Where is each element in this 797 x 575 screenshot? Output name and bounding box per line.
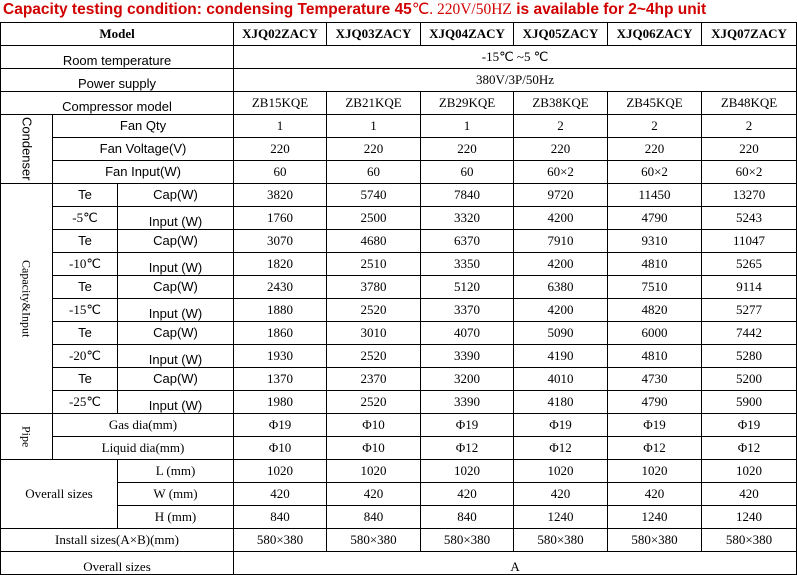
compressor-value: ZB29KQE — [421, 92, 514, 115]
cap-value: 4070 — [421, 322, 514, 345]
input-value: 3390 — [421, 391, 514, 414]
overall-value: 420 — [421, 483, 514, 506]
cap-value: 2430 — [234, 276, 327, 299]
input-value: 3350 — [421, 253, 514, 276]
input-value: 4790 — [608, 207, 702, 230]
model-col: XJQ07ZACY — [702, 23, 797, 46]
pipe-value: Φ19 — [234, 414, 327, 437]
condenser-value: 60 — [327, 161, 421, 184]
input-value: 4200 — [514, 207, 608, 230]
cap-value: 6370 — [421, 230, 514, 253]
overall-row — [1, 483, 797, 506]
input-value: 5243 — [702, 207, 797, 230]
overall-value: 420 — [234, 483, 327, 506]
header-row — [1, 23, 797, 46]
condenser-row-label: Fan Voltage(V) — [53, 138, 234, 161]
title-voltage: 220V/50HZ — [433, 1, 512, 18]
install-row — [1, 529, 797, 552]
install-value: 580×380 — [608, 529, 702, 552]
pipe-row-label: Gas dia(mm) — [53, 414, 234, 437]
condenser-row — [1, 138, 797, 161]
capacity-cap-row — [1, 368, 797, 391]
title-celsius: ℃. — [411, 1, 434, 18]
cap-value: 5200 — [702, 368, 797, 391]
te-temp: -5℃ — [53, 207, 118, 230]
overall-value: 1240 — [514, 506, 608, 529]
pipe-group-text: Pipe — [19, 425, 34, 448]
install-value: 580×380 — [702, 529, 797, 552]
title-availability: is available for 2~4hp unit — [511, 1, 707, 18]
overall-row — [1, 506, 797, 529]
input-label: Input (W) — [118, 299, 234, 322]
room-temperature-label: Room temperature — [1, 46, 234, 69]
compressor-value: ZB45KQE — [608, 92, 702, 115]
overall-value: 840 — [421, 506, 514, 529]
condenser-value: 1 — [234, 115, 327, 138]
title-condition: Capacity testing condition: condensing Temperature 45 — [3, 1, 412, 18]
pipe-value: Φ12 — [514, 437, 608, 460]
model-col: XJQ06ZACY — [608, 23, 702, 46]
input-value: 1930 — [234, 345, 327, 368]
install-value: 580×380 — [514, 529, 608, 552]
cap-value: 3780 — [327, 276, 421, 299]
cap-value: 13270 — [702, 184, 797, 207]
cap-value: 9310 — [608, 230, 702, 253]
input-value: 5900 — [702, 391, 797, 414]
te-temp: -25℃ — [53, 391, 118, 414]
pipe-row — [1, 437, 797, 460]
condenser-value: 60×2 — [702, 161, 797, 184]
compressor-label: Compressor model — [1, 92, 234, 115]
input-value: 3390 — [421, 345, 514, 368]
pipe-group-label — [1, 414, 53, 460]
condenser-value: 2 — [514, 115, 608, 138]
condenser-value: 220 — [327, 138, 421, 161]
model-col: XJQ04ZACY — [421, 23, 514, 46]
compressor-value: ZB48KQE — [702, 92, 797, 115]
condenser-value: 2 — [702, 115, 797, 138]
pipe-value: Φ12 — [421, 437, 514, 460]
input-value: 2520 — [327, 345, 421, 368]
pipe-value: Φ19 — [702, 414, 797, 437]
cap-value: 5090 — [514, 322, 608, 345]
capacity-input-row — [1, 207, 797, 230]
input-value: 4810 — [608, 253, 702, 276]
cap-value: 1860 — [234, 322, 327, 345]
te-label: Te — [53, 322, 118, 345]
overall-value: 420 — [327, 483, 421, 506]
overall-value: 1240 — [702, 506, 797, 529]
input-value: 1980 — [234, 391, 327, 414]
room-temperature-value: -15℃ ~5 ℃ — [234, 46, 797, 69]
cap-value: 4730 — [608, 368, 702, 391]
input-value: 2520 — [327, 299, 421, 322]
capacity-group-text: Capacity&Input — [19, 259, 34, 338]
cap-value: 2370 — [327, 368, 421, 391]
cap-value: 3070 — [234, 230, 327, 253]
cap-value: 9720 — [514, 184, 608, 207]
overall-value: 420 — [514, 483, 608, 506]
model-col: XJQ05ZACY — [514, 23, 608, 46]
input-value: 4820 — [608, 299, 702, 322]
overall-footer-row — [1, 552, 797, 575]
capacity-cap-row — [1, 230, 797, 253]
cap-value: 5120 — [421, 276, 514, 299]
install-value: 580×380 — [234, 529, 327, 552]
cap-value: 5740 — [327, 184, 421, 207]
capacity-input-row — [1, 253, 797, 276]
power-supply-value: 380V/3P/50Hz — [234, 69, 797, 92]
overall-value: 840 — [234, 506, 327, 529]
overall-value: 420 — [702, 483, 797, 506]
overall-row-label: W (mm) — [118, 483, 234, 506]
input-value: 1760 — [234, 207, 327, 230]
condenser-value: 60×2 — [608, 161, 702, 184]
cap-label: Cap(W) — [118, 322, 234, 345]
pipe-value: Φ12 — [702, 437, 797, 460]
capacity-cap-row — [1, 276, 797, 299]
install-label: Install sizes(A×B)(mm) — [1, 529, 234, 552]
install-value: 580×380 — [421, 529, 514, 552]
compressor-value: ZB38KQE — [514, 92, 608, 115]
input-value: 4790 — [608, 391, 702, 414]
cap-value: 7910 — [514, 230, 608, 253]
condenser-value: 60 — [421, 161, 514, 184]
cap-value: 6380 — [514, 276, 608, 299]
compressor-row — [1, 92, 797, 115]
condenser-value: 1 — [327, 115, 421, 138]
overall-value: 1020 — [702, 460, 797, 483]
cap-label: Cap(W) — [118, 184, 234, 207]
input-value: 4200 — [514, 299, 608, 322]
capacity-input-row — [1, 299, 797, 322]
cap-value: 1370 — [234, 368, 327, 391]
cap-label: Cap(W) — [118, 368, 234, 391]
overall-group-label: Overall sizes — [1, 460, 118, 529]
input-value: 1880 — [234, 299, 327, 322]
input-value: 2500 — [327, 207, 421, 230]
te-temp: -15℃ — [53, 299, 118, 322]
pipe-value: Φ10 — [234, 437, 327, 460]
overall-row-label: L (mm) — [118, 460, 234, 483]
cap-value: 11450 — [608, 184, 702, 207]
input-value: 2520 — [327, 391, 421, 414]
condenser-value: 220 — [514, 138, 608, 161]
input-value: 3320 — [421, 207, 514, 230]
condenser-value: 60 — [234, 161, 327, 184]
input-value: 3370 — [421, 299, 514, 322]
pipe-row — [1, 414, 797, 437]
condenser-group-text: Condenser — [19, 117, 35, 181]
overall-row-label: H (mm) — [118, 506, 234, 529]
overall-value: 1020 — [421, 460, 514, 483]
overall-value: 1020 — [514, 460, 608, 483]
te-label: Te — [53, 184, 118, 207]
condenser-group-label — [1, 115, 53, 184]
condenser-row-label: Fan Input(W) — [53, 161, 234, 184]
capacity-cap-row — [1, 184, 797, 207]
capacity-group-label — [1, 184, 53, 414]
overall-value: 1020 — [327, 460, 421, 483]
cap-value: 9114 — [702, 276, 797, 299]
condenser-value: 220 — [608, 138, 702, 161]
te-label: Te — [53, 368, 118, 391]
overall-footer-label: Overall sizes — [1, 552, 234, 575]
input-value: 5265 — [702, 253, 797, 276]
input-value: 5277 — [702, 299, 797, 322]
overall-footer-value: A — [234, 552, 797, 575]
cap-value: 3200 — [421, 368, 514, 391]
overall-row — [1, 460, 797, 483]
model-col: XJQ02ZACY — [234, 23, 327, 46]
overall-value: 420 — [608, 483, 702, 506]
model-header: Model — [1, 23, 234, 46]
install-value: 580×380 — [327, 529, 421, 552]
cap-value: 4680 — [327, 230, 421, 253]
cap-value: 3010 — [327, 322, 421, 345]
input-label: Input (W) — [118, 345, 234, 368]
compressor-value: ZB21KQE — [327, 92, 421, 115]
pipe-row-label: Liquid dia(mm) — [53, 437, 234, 460]
input-label: Input (W) — [118, 253, 234, 276]
pipe-value: Φ12 — [608, 437, 702, 460]
overall-value: 840 — [327, 506, 421, 529]
input-value: 4190 — [514, 345, 608, 368]
cap-label: Cap(W) — [118, 276, 234, 299]
capacity-input-row — [1, 345, 797, 368]
input-label: Input (W) — [118, 207, 234, 230]
condenser-value: 2 — [608, 115, 702, 138]
condenser-value: 220 — [702, 138, 797, 161]
room-temperature-row — [1, 46, 797, 69]
cap-value: 4010 — [514, 368, 608, 391]
overall-value: 1020 — [608, 460, 702, 483]
cap-value: 3820 — [234, 184, 327, 207]
te-temp: -20℃ — [53, 345, 118, 368]
compressor-value: ZB15KQE — [234, 92, 327, 115]
overall-value: 1240 — [608, 506, 702, 529]
power-supply-label: Power supply — [1, 69, 234, 92]
pipe-value: Φ19 — [421, 414, 514, 437]
pipe-value: Φ19 — [514, 414, 608, 437]
input-value: 1820 — [234, 253, 327, 276]
page-title — [3, 0, 797, 22]
input-value: 4180 — [514, 391, 608, 414]
pipe-value: Φ10 — [327, 437, 421, 460]
input-value: 5280 — [702, 345, 797, 368]
input-value: 2510 — [327, 253, 421, 276]
cap-value: 7510 — [608, 276, 702, 299]
cap-value: 6000 — [608, 322, 702, 345]
input-label: Input (W) — [118, 391, 234, 414]
condenser-row — [1, 161, 797, 184]
cap-value: 7840 — [421, 184, 514, 207]
pipe-value: Φ10 — [327, 414, 421, 437]
model-col: XJQ03ZACY — [327, 23, 421, 46]
cap-label: Cap(W) — [118, 230, 234, 253]
cap-value: 11047 — [702, 230, 797, 253]
overall-value: 1020 — [234, 460, 327, 483]
condenser-row — [1, 115, 797, 138]
condenser-value: 220 — [421, 138, 514, 161]
pipe-value: Φ19 — [608, 414, 702, 437]
capacity-cap-row — [1, 322, 797, 345]
condenser-value: 1 — [421, 115, 514, 138]
power-supply-row — [1, 69, 797, 92]
cap-value: 7442 — [702, 322, 797, 345]
condenser-row-label: Fan Qty — [53, 115, 234, 138]
input-value: 4200 — [514, 253, 608, 276]
condenser-value: 220 — [234, 138, 327, 161]
condenser-value: 60×2 — [514, 161, 608, 184]
input-value: 4810 — [608, 345, 702, 368]
capacity-input-row — [1, 391, 797, 414]
te-temp: -10℃ — [53, 253, 118, 276]
te-label: Te — [53, 230, 118, 253]
spec-table — [0, 22, 797, 575]
te-label: Te — [53, 276, 118, 299]
